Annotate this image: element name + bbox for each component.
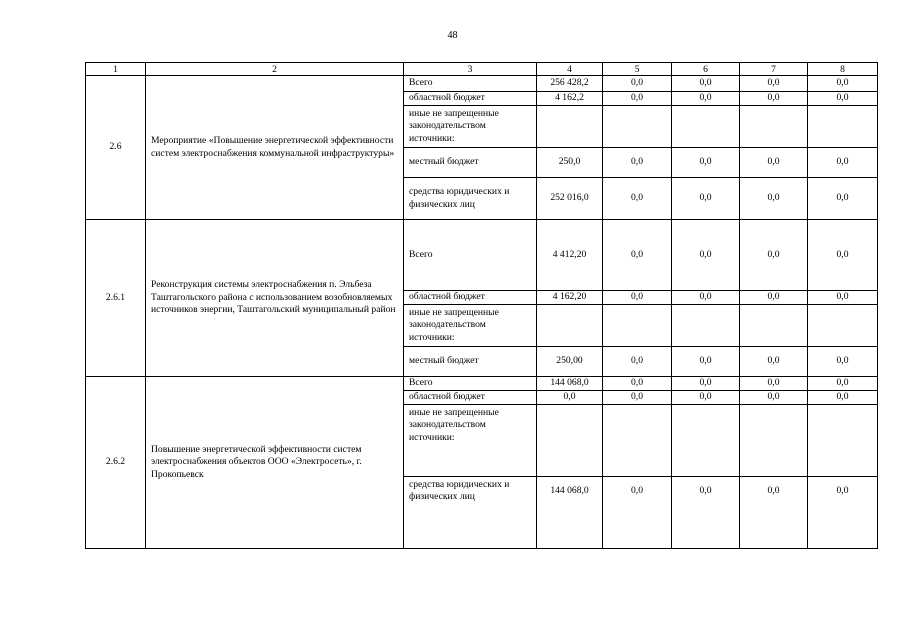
source-label: местный бюджет: [404, 347, 537, 377]
table-row: [86, 220, 878, 291]
row-number: 2.6.2: [86, 377, 146, 549]
column-header: 4: [537, 63, 603, 76]
value-cell: 0,0: [603, 178, 672, 220]
column-header: 8: [808, 63, 878, 76]
value-cell: 4 162,2: [537, 92, 603, 106]
activity-name: Реконструкция системы электроснабжения п. Эльбеза Таштагольского района с использованием возобновляемых источников энергии, Таштагольский муниципальный район: [146, 220, 404, 377]
value-cell: 256 428,2: [537, 76, 603, 92]
value-cell: 0,0: [672, 477, 740, 549]
column-header: 2: [146, 63, 404, 76]
value-cell: 0,0: [740, 391, 808, 405]
source-label: Всего: [404, 76, 537, 92]
value-cell: 0,0: [603, 391, 672, 405]
source-label: Всего: [404, 220, 537, 291]
source-label: местный бюджет: [404, 148, 537, 178]
source-label: иные не запрещенные законодательством источники:: [404, 305, 537, 347]
source-label: иные не запрещенные законодательством источники:: [404, 106, 537, 148]
value-cell: 0,0: [672, 347, 740, 377]
value-cell: 0,0: [603, 76, 672, 92]
row-number: 2.6: [86, 76, 146, 220]
value-cell: 0,0: [808, 347, 878, 377]
column-header: 5: [603, 63, 672, 76]
value-cell: 0,0: [808, 377, 878, 391]
value-cell: 4 162,20: [537, 291, 603, 305]
value-cell: 0,0: [603, 92, 672, 106]
value-cell: 0,0: [808, 148, 878, 178]
column-header: 7: [740, 63, 808, 76]
value-cell: 0,0: [603, 220, 672, 291]
value-cell: 0,0: [603, 347, 672, 377]
value-cell: 0,0: [740, 148, 808, 178]
value-cell: 0,0: [603, 377, 672, 391]
value-cell: 250,00: [537, 347, 603, 377]
value-cell: 0,0: [603, 291, 672, 305]
table-row: [86, 76, 878, 92]
source-label: иные не запрещенные законодательством источники:: [404, 405, 537, 477]
page-number: 48: [447, 30, 458, 41]
value-cell: 252 016,0: [537, 178, 603, 220]
value-cell: 0,0: [672, 391, 740, 405]
column-header: 6: [672, 63, 740, 76]
value-cell: 0,0: [808, 477, 878, 549]
value-cell: 0,0: [808, 76, 878, 92]
value-cell: 0,0: [740, 347, 808, 377]
value-cell: 0,0: [672, 377, 740, 391]
value-cell: 0,0: [808, 92, 878, 106]
value-cell: 144 068,0: [537, 377, 603, 391]
value-cell: 0,0: [740, 76, 808, 92]
value-cell: 0,0: [808, 220, 878, 291]
column-header: 1: [86, 63, 146, 76]
activity-name: Повышение энергетической эффективности систем электроснабжения объектов ООО «Электросеть», г. Прокопьевск: [146, 377, 404, 549]
value-cell: 0,0: [537, 391, 603, 405]
funding-table: [85, 62, 878, 549]
source-label: областной бюджет: [404, 92, 537, 106]
value-cell: 0,0: [740, 291, 808, 305]
value-cell: 0,0: [740, 477, 808, 549]
source-label: средства юридических и физических лиц: [404, 178, 537, 220]
value-cell: 0,0: [672, 92, 740, 106]
source-label: областной бюджет: [404, 291, 537, 305]
value-cell: 144 068,0: [537, 477, 603, 549]
activity-name: Мероприятие «Повышение энергетической эффективности систем электроснабжения коммунальной инфраструктуры»: [146, 76, 404, 220]
table-row: [86, 377, 878, 391]
source-label: средства юридических и физических лиц: [404, 477, 537, 549]
value-cell: 0,0: [740, 92, 808, 106]
value-cell: 0,0: [740, 220, 808, 291]
value-cell: 0,0: [808, 178, 878, 220]
value-cell: 0,0: [740, 178, 808, 220]
value-cell: 250,0: [537, 148, 603, 178]
value-cell: 0,0: [808, 391, 878, 405]
source-label: областной бюджет: [404, 391, 537, 405]
value-cell: 0,0: [603, 148, 672, 178]
value-cell: 0,0: [808, 291, 878, 305]
row-number: 2.6.1: [86, 220, 146, 377]
source-label: Всего: [404, 377, 537, 391]
value-cell: 0,0: [603, 477, 672, 549]
value-cell: 0,0: [672, 220, 740, 291]
value-cell: 0,0: [672, 148, 740, 178]
value-cell: 4 412,20: [537, 220, 603, 291]
value-cell: 0,0: [672, 291, 740, 305]
value-cell: 0,0: [672, 76, 740, 92]
column-header: 3: [404, 63, 537, 76]
value-cell: 0,0: [740, 377, 808, 391]
column-header-row: [86, 63, 878, 76]
value-cell: 0,0: [672, 178, 740, 220]
